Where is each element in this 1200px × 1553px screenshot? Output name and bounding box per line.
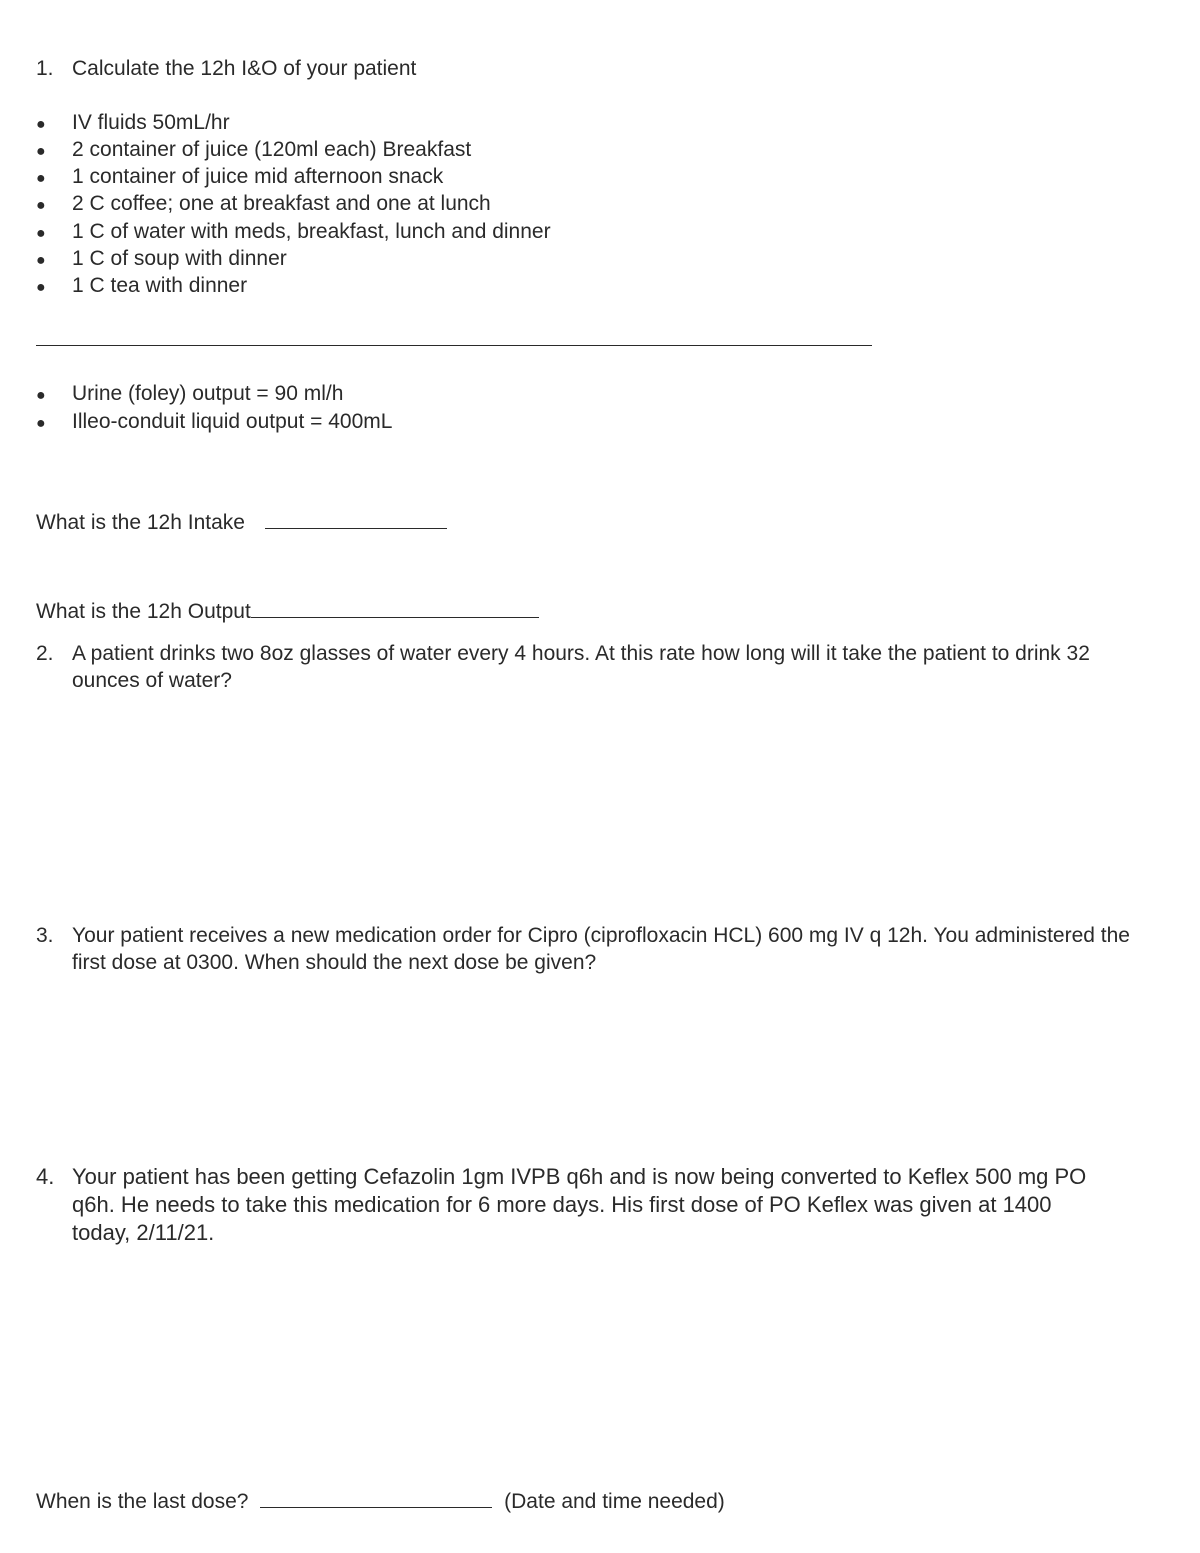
last-dose-answer-row xyxy=(36,1487,725,1515)
output-answer-row xyxy=(36,597,539,625)
question-2-number: 2. xyxy=(36,642,54,665)
question-3-number: 3. xyxy=(36,924,54,947)
question-4-line-1: Your patient has been getting Cefazolin 1gm IVPB q6h and is now being converted to Keflex 500 mg PO xyxy=(72,1164,1087,1189)
question-2-line-1: A patient drinks two 8oz glasses of water every 4 hours. At this rate how long will it take the patient to drink 32 xyxy=(72,642,1090,665)
bullet-icon: ● xyxy=(36,116,46,133)
last-dose-answer-blank[interactable] xyxy=(260,1487,492,1508)
bullet-icon: ● xyxy=(36,415,46,432)
intake-prompt: What is the 12h Intake xyxy=(36,511,245,534)
question-4-line-3: today, 2/11/21. xyxy=(72,1220,215,1245)
question-1-number: 1. xyxy=(36,57,54,80)
bullet-icon: ● xyxy=(36,170,46,187)
question-4-line-2: q6h. He needs to take this medication for 6 more days. His first dose of PO Keflex was given at 1400 xyxy=(72,1192,1052,1217)
bullet-icon: ● xyxy=(36,225,46,242)
bullet-icon: ● xyxy=(36,387,46,404)
bullet-icon: ● xyxy=(36,252,46,269)
intake-item: 1 C of soup with dinner xyxy=(72,247,287,270)
intake-item: 1 C tea with dinner xyxy=(72,274,248,297)
divider-line xyxy=(36,345,872,346)
intake-item: 1 C of water with meds, breakfast, lunch and dinner xyxy=(72,220,551,243)
question-3-line-2: first dose at 0300. When should the next dose be given? xyxy=(72,951,597,974)
intake-answer-row xyxy=(36,508,447,536)
output-item: Illeo-conduit liquid output = 400mL xyxy=(72,410,393,433)
bullet-icon: ● xyxy=(36,197,46,214)
question-4-number: 4. xyxy=(36,1164,55,1189)
bullet-icon: ● xyxy=(36,143,46,160)
question-3-line-1: Your patient receives a new medication order for Cipro (ciprofloxacin HCL) 600 mg IV q 12h. You administered the xyxy=(72,924,1130,947)
question-1-title: Calculate the 12h I&O of your patient xyxy=(72,57,417,80)
last-dose-note: (Date and time needed) xyxy=(504,1490,725,1513)
intake-item: 2 container of juice (120ml each) Breakfast xyxy=(72,138,472,161)
bullet-icon: ● xyxy=(36,279,46,296)
output-answer-blank[interactable] xyxy=(251,597,539,618)
intake-answer-blank[interactable] xyxy=(265,508,447,529)
last-dose-prompt: When is the last dose? xyxy=(36,1490,249,1513)
question-2-line-2: ounces of water? xyxy=(72,669,232,692)
intake-item: 1 container of juice mid afternoon snack xyxy=(72,165,444,188)
output-item: Urine (foley) output = 90 ml/h xyxy=(72,382,344,405)
intake-item: IV fluids 50mL/hr xyxy=(72,111,230,134)
intake-item: 2 C coffee; one at breakfast and one at lunch xyxy=(72,192,491,215)
output-prompt: What is the 12h Output xyxy=(36,600,251,623)
